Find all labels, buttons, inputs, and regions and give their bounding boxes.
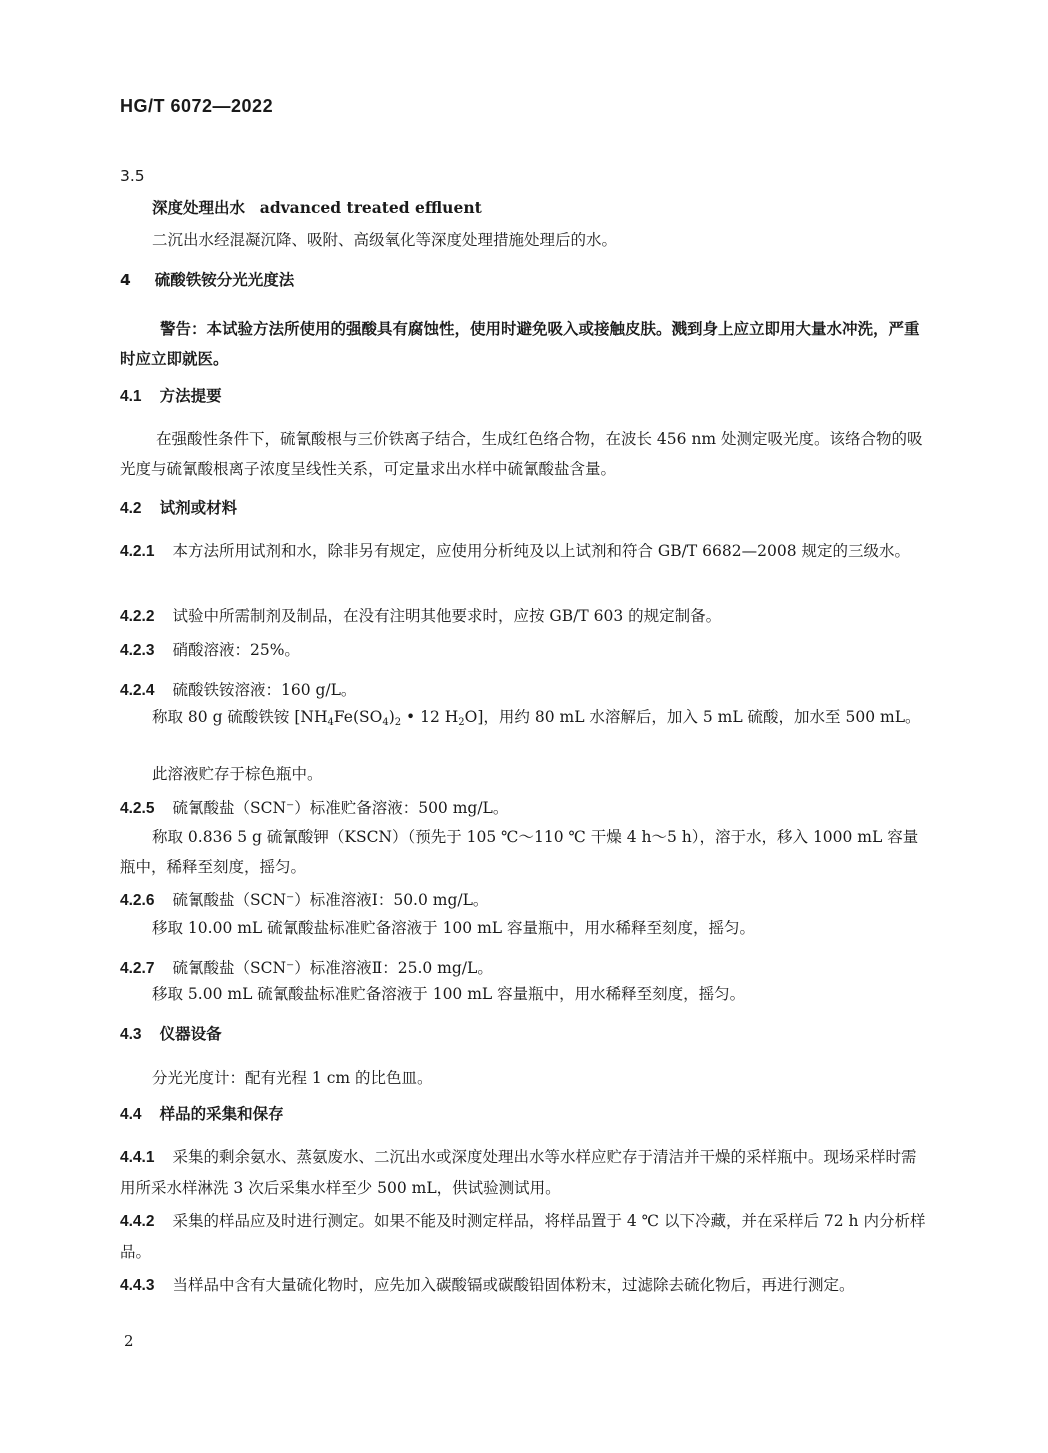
clause-4-4-3: 4.4.3 当样品中含有大量硫化物时，应先加入碳酸镉或碳酸铅固体粉末，过滤除去硫化物后，再进行测定。 bbox=[120, 1276, 855, 1294]
clause-4-4-2: 4.4.2 采集的样品应及时进行测定。如果不能及时测定样品，将样品置于 4 ℃ 以下冷藏，并在采样后 72 h 内分析样品。 bbox=[120, 1212, 926, 1261]
section-number: 3.5 bbox=[120, 167, 145, 185]
clause-4-2-6: 4.2.6 硫氰酸盐（SCN⁻）标准溶液Ⅰ：50.0 mg/L。 bbox=[120, 891, 489, 909]
clause-4-4-1: 4.4.1 采集的剩余氨水、蒸氨废水、二沉出水或深度处理出水等水样应贮存于清洁并干燥的采样瓶中。现场采样时需用所采水样淋洗 3 次后采集水样至少 500 mL，供试验测试用。 bbox=[120, 1148, 917, 1197]
section-4-4: 4.4 样品的采集和保存 bbox=[120, 1105, 284, 1123]
term-chinese: 深度处理出水 bbox=[152, 199, 246, 217]
clause-4-2-4: 4.2.4 硫酸铁铵溶液：160 g/L。 bbox=[120, 681, 357, 699]
clause-4-2-1: 4.2.1 本方法所用试剂和水，除非另有规定，应使用分析纯及以上试剂和符合 GB/T 6682—2008 规定的三级水。 bbox=[120, 542, 910, 560]
section-number: 4 bbox=[120, 271, 131, 289]
section-title: 硫酸铁铵分光光度法 bbox=[154, 271, 295, 289]
term-english: advanced treated effluent bbox=[259, 198, 482, 217]
clause-4-2-3: 4.2.3 硝酸溶液：25%。 bbox=[120, 641, 300, 659]
section-title: 仪器设备 bbox=[159, 1025, 222, 1043]
warning-paragraph: 警告：本试验方法所使用的强酸具有腐蚀性，使用时避免吸入或接触皮肤。溅到身上应立即用大量水冲洗，严重时应立即就医。 bbox=[120, 320, 920, 368]
clause-4-2-7: 4.2.7 硫氰酸盐（SCN⁻）标准溶液Ⅱ：25.0 mg/L。 bbox=[120, 959, 493, 977]
section-title: 样品的采集和保存 bbox=[159, 1105, 284, 1123]
term-definition: 二沉出水经混凝沉降、吸附、高级氧化等深度处理措施处理后的水。 bbox=[152, 231, 618, 249]
page-number: 2 bbox=[124, 1332, 134, 1350]
clause-4-2-5: 4.2.5 硫氰酸盐（SCN⁻）标准贮备溶液：500 mg/L。 bbox=[120, 799, 509, 817]
clause-4-2-6-preparation: 移取 10.00 mL 硫氰酸盐标准贮备溶液于 100 mL 容量瓶中，用水稀释至刻度，摇匀。 bbox=[152, 919, 756, 937]
section-4-heading bbox=[120, 264, 928, 296]
section-3-5 bbox=[120, 160, 928, 256]
clause-4-2-5-preparation: 称取 0.836 5 g 硫氰酸钾（KSCN）（预先于 105 ℃～110 ℃ 干燥 4 h～5 h），溶于水，移入 1000 mL 容量瓶中，稀释至刻度，摇匀。 bbox=[120, 828, 919, 876]
section-4-1-body: 在强酸性条件下，硫氰酸根与三价铁离子结合，生成红色络合物，在波长 456 nm 处测定吸光度。该络合物的吸光度与硫氰酸根离子浓度呈线性关系，可定量求出水样中硫氰酸盐含量。 bbox=[120, 430, 923, 478]
section-4-3-body: 分光光度计：配有光程 1 cm 的比色皿。 bbox=[152, 1069, 433, 1087]
clause-4-2-4-preparation: 称取 80 g 硫酸铁铵 [$NH_4Fe(SO_4)_2$ • 12 $H_2O$]，用约 80 mL 水溶解后，加入 5 mL 硫酸，加水至 500 mL。 bbox=[152, 708, 921, 728]
section-4-2: 4.2 试剂或材料 bbox=[120, 499, 238, 517]
clause-4-2-2: 4.2.2 试验中所需制剂及制品，在没有注明其他要求时，应按 GB/T 603 的规定制备。 bbox=[120, 607, 722, 625]
section-4-3: 4.3 仪器设备 bbox=[120, 1025, 222, 1043]
clause-4-2-4-storage: 此溶液贮存于棕色瓶中。 bbox=[152, 765, 323, 783]
standard-code: HG/T 6072—2022 bbox=[120, 96, 274, 116]
clause-4-2-7-preparation: 移取 5.00 mL 硫氰酸盐标准贮备溶液于 100 mL 容量瓶中，用水稀释至刻度，摇匀。 bbox=[152, 985, 746, 1003]
section-title: 方法提要 bbox=[159, 387, 222, 405]
section-title: 试剂或材料 bbox=[159, 499, 238, 517]
section-4-1: 4.1 方法提要 bbox=[120, 387, 222, 405]
